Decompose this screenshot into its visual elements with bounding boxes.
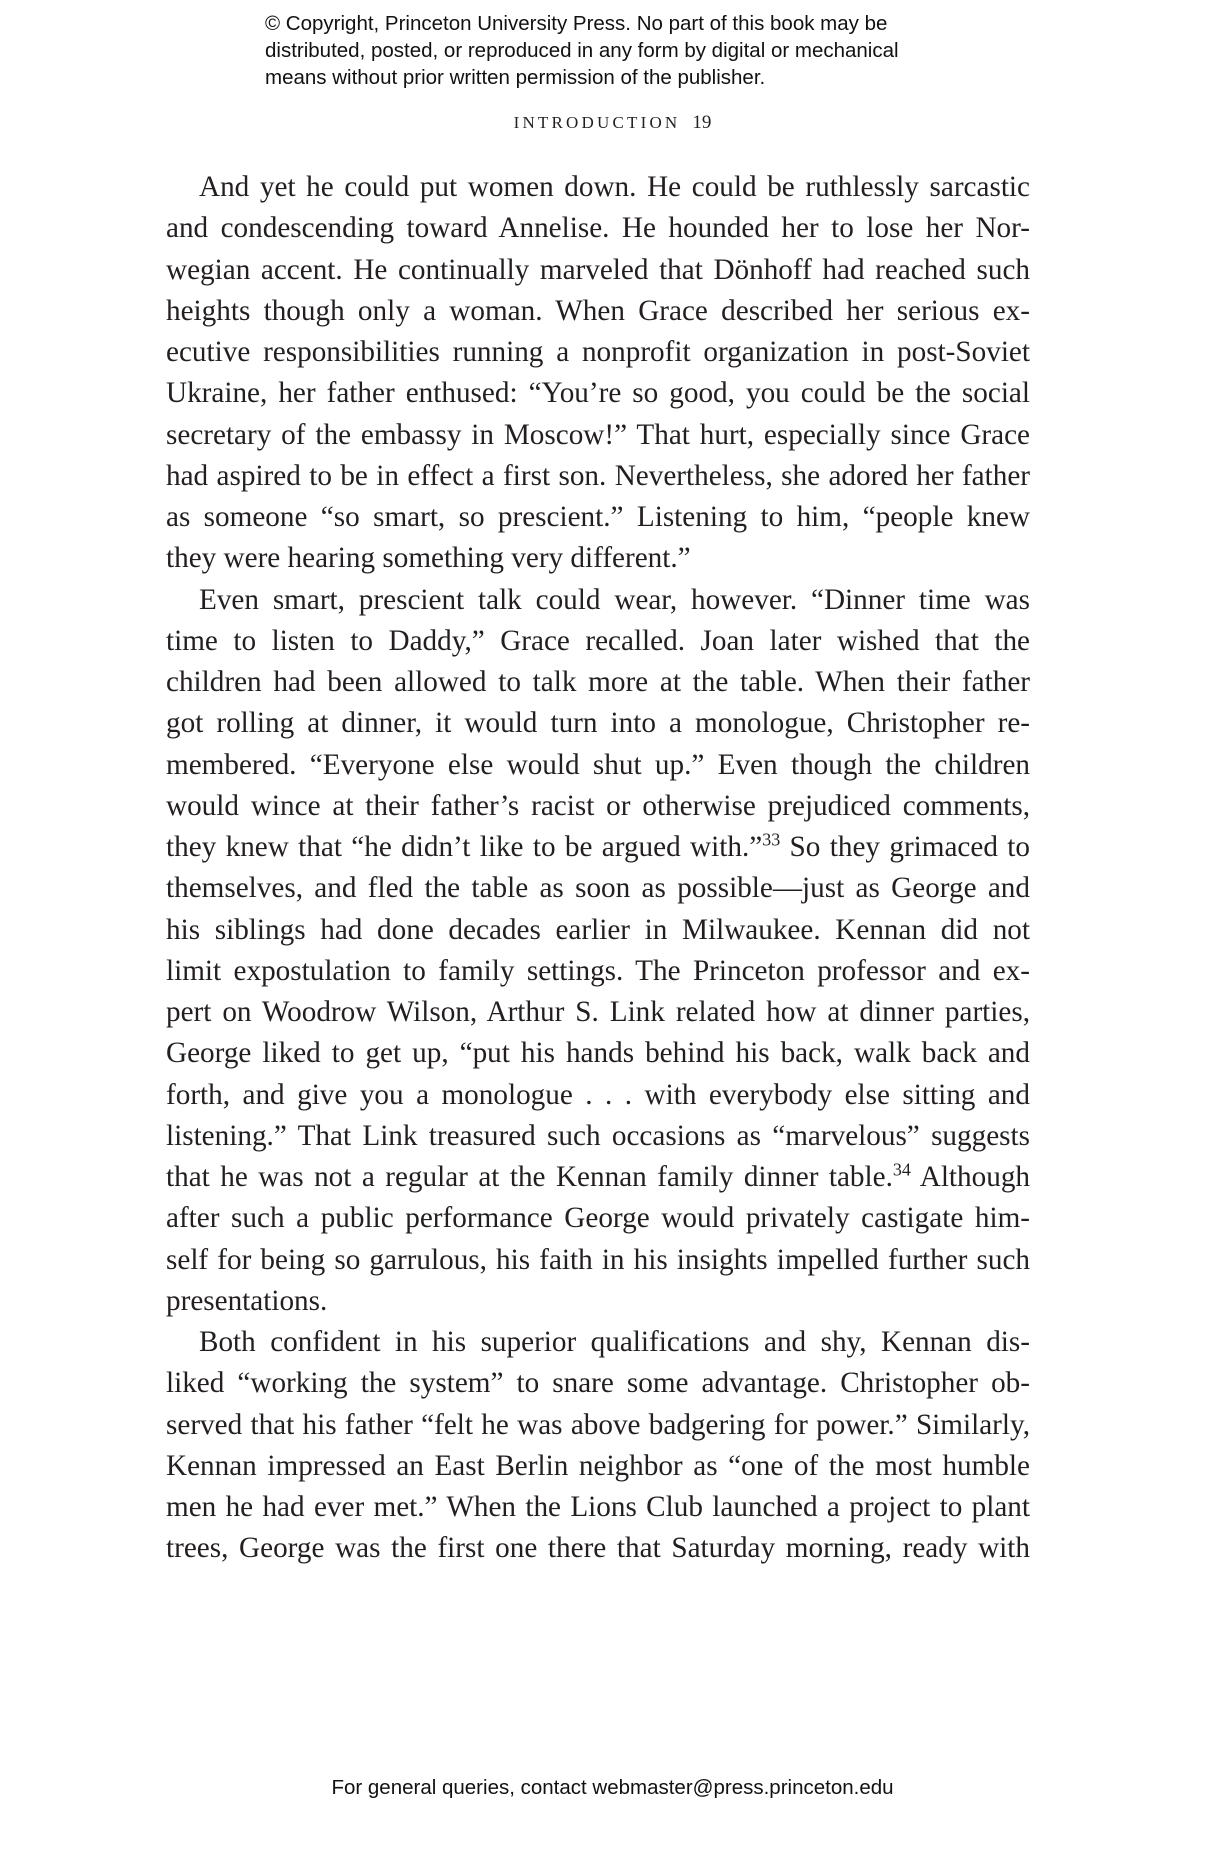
text-line-part: So they grimaced to [780,831,1030,863]
text-line: time to listen to Daddy,” Grace recalled. Joan later wished that the [166,624,1030,657]
text-line: heights though only a woman. When Grace described her serious ex- [166,294,1030,327]
text-line-part: Although [910,1161,1031,1193]
text-line: forth, and give you a monologue . . . with everybody else sitting and [166,1078,1030,1111]
text-line: would wince at their father’s racist or otherwise prejudiced comments, [166,789,1030,822]
text-line: secretary of the embassy in Moscow!” That hurt, especially since Grace [166,418,1030,451]
text-line: got rolling at dinner, it would turn into a monologue, Christopher re- [166,707,1030,740]
copyright-line: means without prior written permission of the publisher. [265,66,766,89]
page-number: 19 [692,112,712,133]
running-head [0,112,1225,134]
text-line [166,1157,1030,1198]
text-line: his siblings had done decades earlier in Milwaukee. Kennan did not [166,913,1030,946]
text-line: membered. “Everyone else would shut up.” Even though the children [166,748,1030,781]
text-line: self for being so garrulous, his faith in his insights impelled further such [166,1243,1030,1276]
text-line: as someone “so smart, so prescient.” Listening to him, “people knew [166,501,1030,533]
text-line: listening.” That Link treasured such occasions as “marvelous” suggests [166,1119,1030,1152]
text-line: trees, George was the first one there that Saturday morning, ready with [166,1532,1030,1565]
footnote-ref-34: 34 [892,1159,911,1180]
text-line: limit expostulation to family settings. The Princeton professor and ex- [166,954,1030,987]
text-line: ecutive responsibilities running a nonprofit organization in post-Soviet [166,336,1030,368]
footnote-ref-33: 33 [762,829,781,850]
text-line: Both confident in his superior qualifications and shy, Kennan dis- [199,1326,1030,1358]
text-line: pert on Woodrow Wilson, Arthur S. Link related how at dinner parties, [166,996,1030,1028]
text-line: children had been allowed to talk more at the table. When their father [166,666,1030,698]
running-head-title: INTRODUCTION [513,113,681,132]
text-line: George liked to get up, “put his hands behind his back, walk back and [166,1037,1030,1070]
text-line: wegian accent. He continually marveled that Dönhoff had reached such [166,253,1030,286]
text-line: presentations. [166,1284,328,1317]
text-line: served that his father “felt he was above badgering for power.” Similarly, [166,1408,1030,1441]
text-line: had aspired to be in effect a first son. Nevertheless, she adored her father [166,459,1030,492]
text-line [166,827,1030,868]
text-line: liked “working the system” to snare some advantage. Christopher ob- [166,1367,1030,1400]
footer-contact: For general queries, contact webmaster@press.princeton.edu [331,1776,894,1799]
copyright-notice [265,10,1025,91]
text-line: and condescending toward Annelise. He hounded her to lose her Nor- [166,212,1030,245]
copyright-line: distributed, posted, or reproduced in any form by digital or mechanical [265,39,899,62]
text-line-part: they knew that “he didn’t like to be argued with.” [166,831,763,863]
text-line: Kennan impressed an East Berlin neighbor as “one of the most humble [166,1449,1030,1482]
text-line: men he had ever met.” When the Lions Club launched a project to plant [166,1491,1030,1523]
text-line: Even smart, prescient talk could wear, however. “Dinner time was [199,583,1030,616]
copyright-line: © Copyright, Princeton University Press. No part of this book may be [265,12,888,35]
text-line: after such a public performance George would privately castigate him- [166,1202,1030,1235]
text-line: themselves, and fled the table as soon as possible—just as George and [166,872,1030,905]
text-line: Ukraine, her father enthused: “You’re so good, you could be the social [166,377,1030,410]
text-line: And yet he could put women down. He could be ruthlessly sarcastic [199,171,1030,203]
text-line-part: that he was not a regular at the Kennan family dinner table. [166,1161,893,1193]
text-line: they were hearing something very different.” [166,542,691,575]
body-text [166,167,1030,1570]
